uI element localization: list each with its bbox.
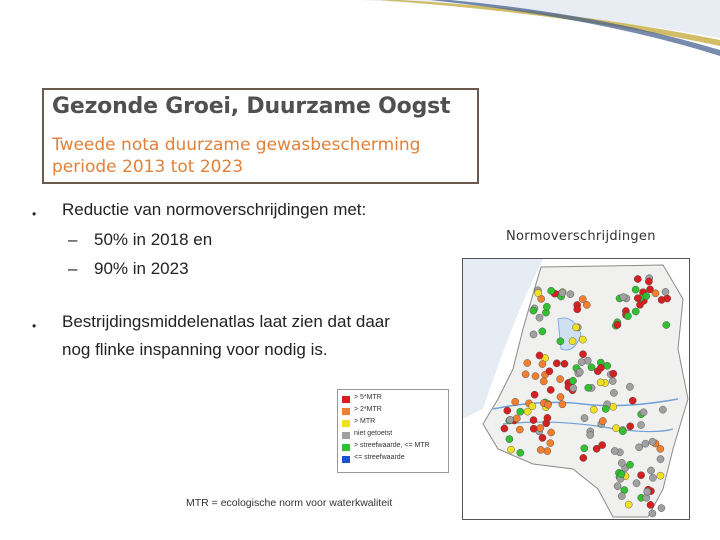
- map-dot: [536, 352, 543, 359]
- map-dot: [547, 440, 554, 447]
- map-dot: [546, 368, 553, 375]
- map-dot: [626, 461, 633, 468]
- map-dot: [642, 440, 649, 447]
- map-dot: [530, 425, 537, 432]
- map-dot: [629, 397, 636, 404]
- map-dot: [522, 371, 529, 378]
- map-dot: [602, 405, 609, 412]
- legend-swatch: [342, 432, 350, 439]
- map-dot: [537, 424, 544, 431]
- map-dot: [620, 294, 627, 301]
- map-dot: [561, 360, 568, 367]
- header-swoosh-decoration: [0, 0, 720, 60]
- map-dot: [590, 406, 597, 413]
- map-dot: [644, 488, 651, 495]
- map-dot: [544, 401, 551, 408]
- map-dot: [588, 364, 595, 371]
- map-dot: [647, 501, 654, 508]
- map-dot: [581, 415, 588, 422]
- map-dot: [529, 403, 536, 410]
- map-dot: [634, 295, 641, 302]
- bullet-1-subitem-1: 50% in 2018 en: [94, 230, 213, 249]
- legend-label: niet getoetst: [354, 430, 393, 437]
- legend-label: > 5*MTR: [354, 394, 382, 401]
- map-dot: [657, 456, 664, 463]
- map-dot: [604, 362, 611, 369]
- map-dot: [553, 360, 560, 367]
- map-dot: [640, 409, 647, 416]
- map-dot: [579, 336, 586, 343]
- map-dot: [501, 425, 508, 432]
- legend-label: > MTR: [354, 418, 376, 425]
- map-dot: [504, 407, 511, 414]
- map-dot: [548, 287, 555, 294]
- page-subtitle: [52, 134, 420, 178]
- map-dot: [580, 454, 587, 461]
- map-dot: [517, 449, 524, 456]
- legend-swatch: [342, 396, 350, 403]
- map-dot: [579, 296, 586, 303]
- map-dot: [536, 314, 543, 321]
- map-dot: [619, 428, 626, 435]
- subtitle-line-1: Tweede nota duurzame gewasbescherming: [52, 135, 421, 155]
- map-dot: [658, 505, 665, 512]
- bullet-2-text-line-1: Bestrijdingsmiddelenatlas laat zien dat daar: [62, 312, 390, 331]
- map-dot: [614, 483, 621, 490]
- map-dot: [627, 423, 634, 430]
- map-dot: [624, 313, 631, 320]
- map-dot: [578, 359, 585, 366]
- map-dot: [637, 421, 644, 428]
- map-dot: [517, 408, 524, 415]
- map-dot: [567, 291, 574, 298]
- map-dot: [572, 324, 579, 331]
- map-dot: [611, 447, 618, 454]
- map-dot: [663, 321, 670, 328]
- legend-label: > 2*MTR: [354, 406, 382, 413]
- map-dot: [559, 401, 566, 408]
- map-dot: [614, 321, 621, 328]
- map-dot: [547, 386, 554, 393]
- map-image: [463, 259, 690, 520]
- map-dot: [634, 275, 641, 282]
- bullet-1-subitem-2: 90% in 2023: [94, 259, 189, 278]
- bullet-1-text: Reductie van normoverschrijdingen met:: [62, 200, 367, 219]
- map-dot: [530, 417, 537, 424]
- map-dot: [539, 361, 546, 368]
- map-dot: [516, 426, 523, 433]
- map-dot: [597, 364, 604, 371]
- map-dot: [609, 377, 616, 384]
- map-dot: [579, 351, 586, 358]
- map-dot: [531, 391, 538, 398]
- legend-label: <= streefwaarde: [354, 454, 405, 461]
- map-dot: [581, 445, 588, 452]
- map-dot: [569, 338, 576, 345]
- map-dot: [544, 414, 551, 421]
- legend-swatch: [342, 408, 350, 415]
- sub-dash: –: [68, 230, 78, 249]
- map-dot: [618, 471, 625, 478]
- map-dot: [507, 446, 514, 453]
- map-dot: [537, 446, 544, 453]
- map-dot: [657, 472, 664, 479]
- map-dot: [597, 379, 604, 386]
- map-dot: [543, 303, 550, 310]
- legend-swatch: [342, 420, 350, 427]
- map-dot: [540, 378, 547, 385]
- map-dot: [632, 308, 639, 315]
- map-dot: [513, 415, 520, 422]
- map-dot: [557, 393, 564, 400]
- map-dot: [512, 398, 519, 405]
- map-dot: [649, 438, 656, 445]
- map-dot: [574, 306, 581, 313]
- sub-dash: –: [68, 259, 78, 278]
- map-dot: [570, 385, 577, 392]
- subtitle-line-2: periode 2013 tot 2023: [52, 157, 244, 177]
- map-dot: [587, 431, 594, 438]
- map-dot: [599, 417, 606, 424]
- map-dot: [632, 286, 639, 293]
- map-dot: [618, 493, 625, 500]
- map-dot: [548, 429, 555, 436]
- nota-title-box: [42, 88, 479, 184]
- map-dot: [569, 377, 576, 384]
- map-dot: [585, 384, 592, 391]
- page-title: Gezonde Groei, Duurzame Oogst: [52, 94, 451, 119]
- map-dot: [534, 290, 541, 297]
- map-dot: [599, 442, 606, 449]
- legend-swatch: [342, 444, 350, 451]
- map-dot: [539, 328, 546, 335]
- map-dot: [539, 434, 546, 441]
- map-dot: [524, 359, 531, 366]
- map-dot: [532, 373, 539, 380]
- map-dot: [507, 416, 514, 423]
- map-label: Normoverschrijdingen: [506, 229, 656, 244]
- map-dot: [618, 459, 625, 466]
- map-dot: [645, 278, 652, 285]
- map-dot: [557, 338, 564, 345]
- map-dot: [576, 368, 583, 375]
- map-dot: [647, 467, 654, 474]
- map-dot: [506, 436, 513, 443]
- map-dot: [659, 406, 666, 413]
- bullet-dot: •: [32, 207, 37, 221]
- map-dot: [638, 472, 645, 479]
- map-dot: [649, 510, 656, 517]
- bullet-dot: •: [32, 319, 37, 333]
- map-dot: [649, 474, 656, 481]
- map-dot: [610, 370, 617, 377]
- map-dot: [658, 296, 665, 303]
- map-dot: [662, 288, 669, 295]
- map-dot: [530, 307, 537, 314]
- bullet-2-text-line-2: nog flinke inspanning voor nodig is.: [62, 340, 328, 359]
- map-dot: [530, 331, 537, 338]
- map-dot: [557, 376, 564, 383]
- map-dot: [544, 448, 551, 455]
- map-dot: [626, 383, 633, 390]
- footnote: MTR = ecologische norm voor waterkwaliteit: [186, 497, 393, 509]
- map-legend: [337, 389, 449, 473]
- map-dot: [613, 425, 620, 432]
- map-dot: [636, 444, 643, 451]
- legend-label: > streefwaarde, <= MTR: [354, 442, 430, 449]
- map-dot: [633, 480, 640, 487]
- legend-swatch: [342, 456, 350, 463]
- map-dot: [652, 290, 659, 297]
- map-dot: [625, 501, 632, 508]
- map-dot: [559, 289, 566, 296]
- netherlands-map: [462, 258, 690, 520]
- map-dot: [610, 389, 617, 396]
